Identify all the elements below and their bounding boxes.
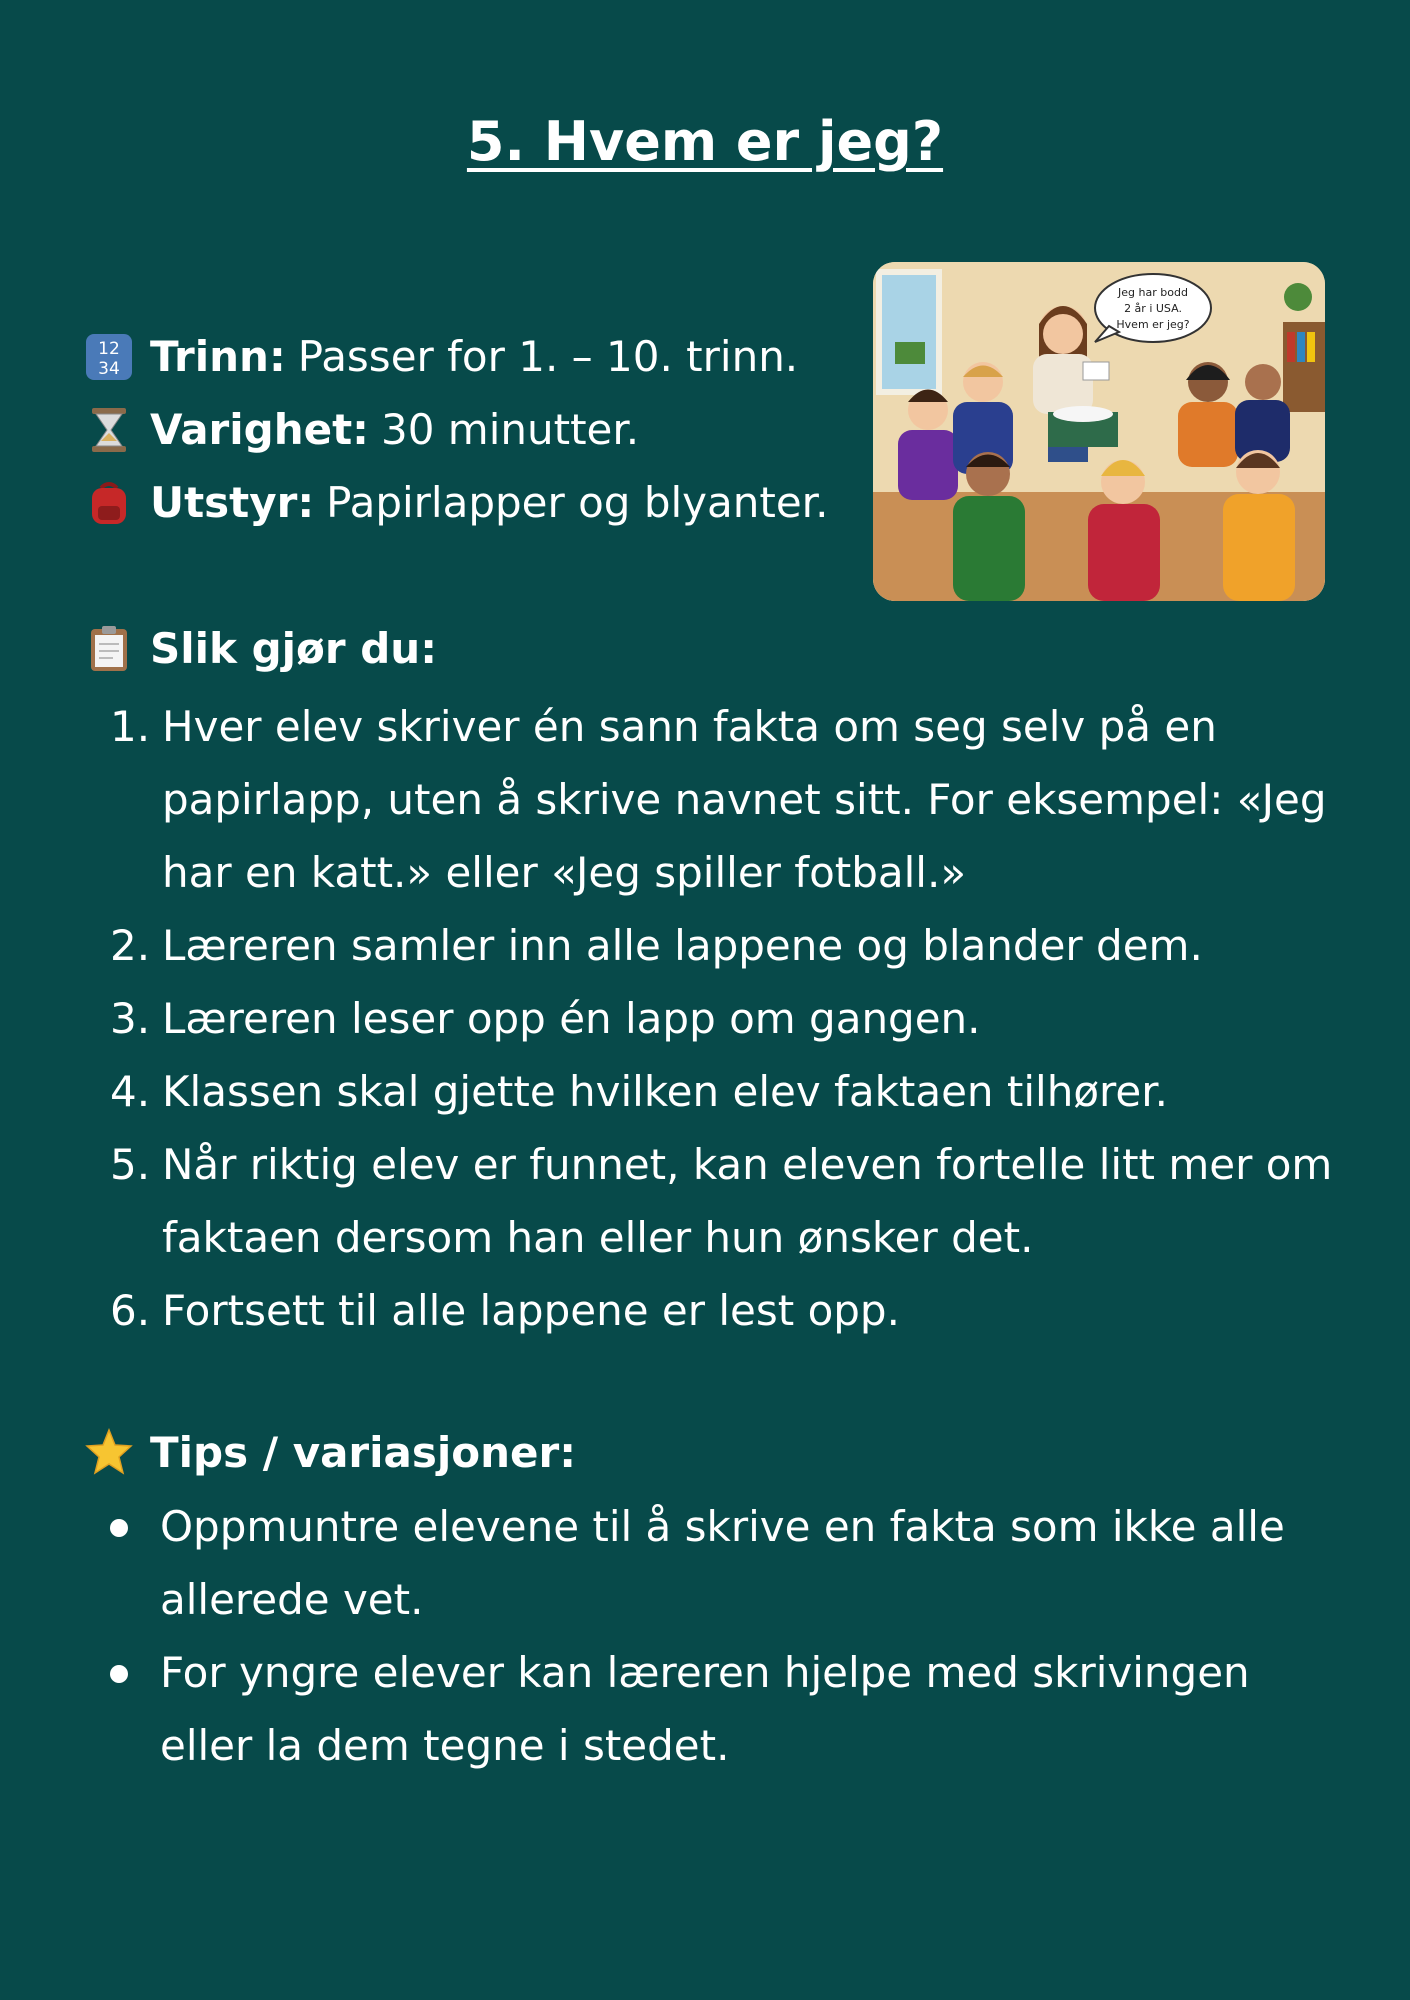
clipboard-icon (84, 623, 134, 673)
meta-grade (84, 320, 844, 393)
page-title: 5. Hvem er jeg? (466, 110, 944, 173)
activity-meta (84, 320, 844, 539)
list-item: 3. Læreren leser opp én lapp om gangen. (110, 994, 981, 1043)
tips-heading-label: Tips / variasjoner: (150, 1427, 577, 1477)
svg-text:34: 34 (98, 358, 120, 379)
list-item: 6. Fortsett til alle lappene er lest opp. (110, 1286, 900, 1335)
tips-list (110, 1490, 1340, 1782)
backpack-icon (84, 478, 134, 528)
instructions-heading (84, 623, 437, 673)
bullet (110, 1636, 160, 1782)
meta-label: Trinn: (150, 332, 286, 381)
tips-heading (84, 1427, 576, 1477)
svg-text:12: 12 (98, 338, 120, 359)
star-icon (84, 1427, 134, 1477)
classroom-illustration (873, 262, 1325, 601)
list-item: 1. Hver elev skriver én sann fakta om seg selv på en papirlapp, uten å skrive navnet sitt. For eksempel: «Jeg har en katt.» eller «Jeg spiller fotball.» (110, 702, 1327, 897)
list-item: Oppmuntre elevene til å skrive en fakta som ikke alle allerede vet. (110, 1490, 1340, 1636)
list-item: 4. Klassen skal gjette hvilken elev faktaen tilhører. (110, 1067, 1168, 1116)
meta-value: Passer for 1. – 10. trinn. (297, 332, 799, 381)
instructions-heading-label: Slik gjør du: (150, 623, 438, 673)
list-item: 2. Læreren samler inn alle lappene og blander dem. (110, 921, 1203, 970)
list-item: 5. Når riktig elev er funnet, kan eleven fortelle litt mer om faktaen dersom han eller hun ønsker det. (110, 1140, 1333, 1262)
meta-equipment (84, 466, 844, 539)
speech-bubble-line-3: Hvem er jeg? (1116, 318, 1190, 331)
meta-duration (84, 393, 844, 466)
meta-label: Varighet: (150, 405, 369, 454)
speech-bubble-line-1: Jeg har bodd (1118, 286, 1188, 299)
list-item: For yngre elever kan læreren hjelpe med skrivingen eller la dem tegne i stedet. (110, 1636, 1340, 1782)
meta-label: Utstyr: (150, 478, 315, 527)
instruction-steps (110, 690, 1340, 1347)
bullet (110, 1490, 160, 1636)
hourglass-icon (84, 405, 134, 455)
meta-value: 30 minutter. (380, 405, 640, 454)
speech-bubble-line-2: 2 år i USA. (1124, 302, 1182, 315)
number-input-icon (84, 332, 134, 382)
meta-value: Papirlapper og blyanter. (326, 478, 829, 527)
